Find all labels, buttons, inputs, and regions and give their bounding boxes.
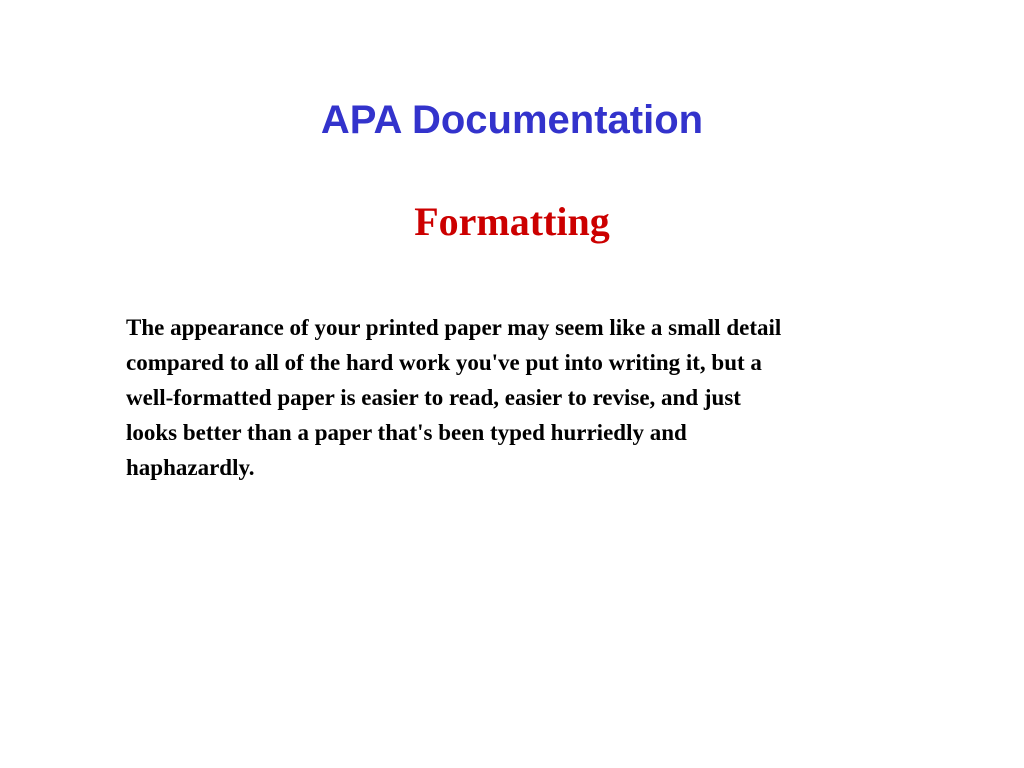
body-line: looks better than a paper that's been typed hurriedly and xyxy=(126,420,687,445)
slide-title: APA Documentation xyxy=(320,98,704,142)
slide-body-paragraph xyxy=(126,310,946,485)
body-line: compared to all of the hard work you've put into writing it, but a xyxy=(126,350,762,375)
body-line: haphazardly. xyxy=(126,455,255,480)
body-line: well-formatted paper is easier to read, easier to revise, and just xyxy=(126,385,741,410)
slide-subtitle: Formatting xyxy=(414,199,610,244)
body-line: The appearance of your printed paper may seem like a small detail xyxy=(126,315,782,340)
